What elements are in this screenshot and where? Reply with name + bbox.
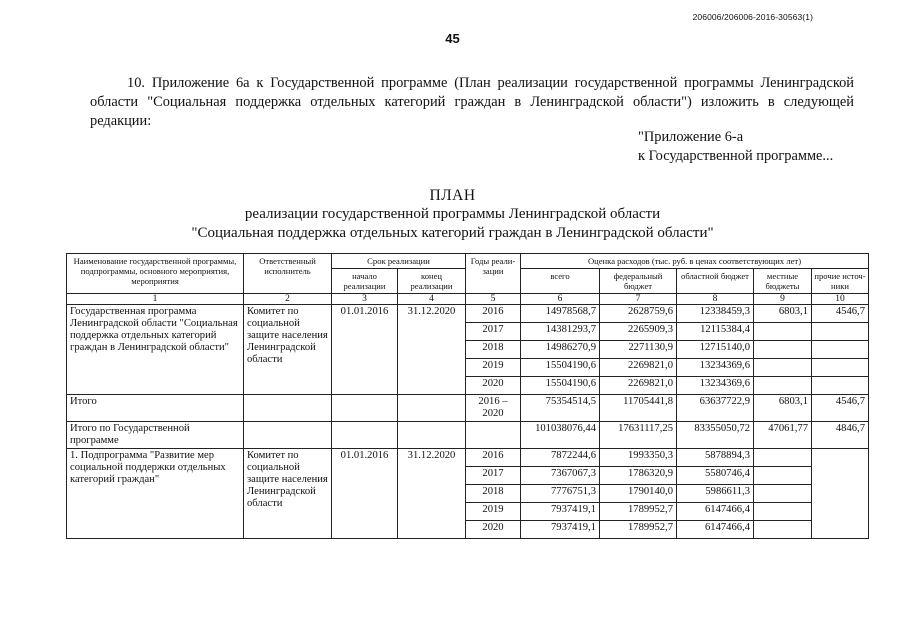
empty-cell [398, 395, 466, 422]
row-local [754, 377, 812, 395]
itogo-program-label: Итого по Государственной программе [67, 422, 244, 449]
itogo-program-other: 4846,7 [812, 422, 869, 449]
row-regional: 12715140,0 [677, 341, 754, 359]
row-local [754, 323, 812, 341]
itogo-program-regional: 83355050,72 [677, 422, 754, 449]
itogo-other: 4546,7 [812, 395, 869, 422]
row-other [812, 359, 869, 377]
itogo-program-local: 47061,77 [754, 422, 812, 449]
row-regional: 6147466,4 [677, 503, 754, 521]
row-year: 2017 [466, 467, 521, 485]
col-num: 10 [812, 294, 869, 305]
plan-table [66, 253, 869, 539]
row-other [812, 449, 869, 539]
row-local: 6803,1 [754, 305, 812, 323]
row-year: 2018 [466, 485, 521, 503]
col-num: 6 [521, 294, 600, 305]
row-year: 2020 [466, 377, 521, 395]
row-federal: 2628759,6 [600, 305, 677, 323]
subprogram-end: 31.12.2020 [398, 449, 466, 539]
row-year: 2019 [466, 503, 521, 521]
row-year: 2018 [466, 341, 521, 359]
row-local [754, 341, 812, 359]
header-name: Наименование государственной программы, подпрограммы, основного мероприятия, мероприятия [67, 254, 244, 294]
header-years: Годы реали-зации [466, 254, 521, 294]
program-name: Государственная программа Ленинградской области "Социальная поддержка отдельных категорий граждан в Ленинградской области" [67, 305, 244, 395]
empty-cell [244, 395, 332, 422]
row-regional: 12338459,3 [677, 305, 754, 323]
row-local [754, 467, 812, 485]
row-total: 7367067,3 [521, 467, 600, 485]
itogo-program-row [67, 422, 869, 449]
subprogram-name: 1. Подпрограмма "Развитие мер социальной поддержки отдельных категорий граждан" [67, 449, 244, 539]
program-end: 31.12.2020 [398, 305, 466, 395]
itogo-federal: 11705441,8 [600, 395, 677, 422]
appendix-reference [638, 128, 833, 166]
itogo-program-total: 101038076,44 [521, 422, 600, 449]
header-federal: федеральный бюджет [600, 269, 677, 294]
program-executor: Комитет по социальной защите населения Ленинградской области [244, 305, 332, 395]
row-total: 7872244,6 [521, 449, 600, 467]
itogo-total: 75354514,5 [521, 395, 600, 422]
col-num: 3 [332, 294, 398, 305]
itogo-program-federal: 17631117,25 [600, 422, 677, 449]
itogo-local: 6803,1 [754, 395, 812, 422]
table-row [67, 449, 869, 467]
row-local [754, 485, 812, 503]
col-num: 9 [754, 294, 812, 305]
row-total: 7776751,3 [521, 485, 600, 503]
row-federal: 1993350,3 [600, 449, 677, 467]
col-num: 7 [600, 294, 677, 305]
header-local: местные бюджеты [754, 269, 812, 294]
header-regional: областной бюджет [677, 269, 754, 294]
row-local [754, 359, 812, 377]
itogo-label: Итого [67, 395, 244, 422]
plan-title [0, 186, 905, 243]
row-other: 4546,7 [812, 305, 869, 323]
row-federal: 1789952,7 [600, 521, 677, 539]
empty-cell [244, 422, 332, 449]
row-federal: 2269821,0 [600, 377, 677, 395]
row-federal: 2269821,0 [600, 359, 677, 377]
row-local [754, 449, 812, 467]
program-start: 01.01.2016 [332, 305, 398, 395]
row-regional: 5986611,3 [677, 485, 754, 503]
appendix-line-1: "Приложение 6-а [638, 129, 744, 145]
header-other: прочие источ-ники [812, 269, 869, 294]
row-year: 2017 [466, 323, 521, 341]
header-period: Срок реализации [332, 254, 466, 269]
column-number-row [67, 294, 869, 305]
row-regional: 6147466,4 [677, 521, 754, 539]
col-num: 1 [67, 294, 244, 305]
header-costs: Оценка расходов (тыс. руб. в ценах соответствующих лет) [521, 254, 869, 269]
row-year: 2016 [466, 305, 521, 323]
document-id: 206006/206006-2016-30563(1) [692, 12, 813, 22]
row-federal: 1789952,7 [600, 503, 677, 521]
row-total: 14978568,7 [521, 305, 600, 323]
page-number: 45 [445, 31, 460, 46]
plan-title-subheading: реализации государственной программы Ленинградской области [244, 206, 661, 222]
row-other [812, 377, 869, 395]
row-federal: 2265909,3 [600, 323, 677, 341]
row-year: 2019 [466, 359, 521, 377]
row-total: 15504190,6 [521, 377, 600, 395]
row-regional: 5878894,3 [677, 449, 754, 467]
amendment-paragraph: 10. Приложение 6а к Государственной программе (План реализации государственной программы Ленинградской области "Социальная поддержка отдельных категорий граждан в Ленинградской области") изложить в следующей редакции: [90, 75, 854, 129]
row-regional: 12115384,4 [677, 323, 754, 341]
row-total: 7937419,1 [521, 521, 600, 539]
col-num: 2 [244, 294, 332, 305]
row-total: 15504190,6 [521, 359, 600, 377]
empty-cell [332, 395, 398, 422]
empty-cell [332, 422, 398, 449]
subprogram-executor: Комитет по социальной защите населения Ленинградской области [244, 449, 332, 539]
row-total: 14986270,9 [521, 341, 600, 359]
header-end: конец реализации [398, 269, 466, 294]
row-local [754, 521, 812, 539]
row-regional: 5580746,4 [677, 467, 754, 485]
col-num: 8 [677, 294, 754, 305]
row-year: 2020 [466, 521, 521, 539]
row-federal: 1790140,0 [600, 485, 677, 503]
table-row [67, 305, 869, 323]
row-total: 14381293,7 [521, 323, 600, 341]
row-federal: 1786320,9 [600, 467, 677, 485]
row-other [812, 323, 869, 341]
itogo-year: 2016 – 2020 [466, 395, 521, 422]
row-total: 7937419,1 [521, 503, 600, 521]
header-total: всего [521, 269, 600, 294]
subprogram-start: 01.01.2016 [332, 449, 398, 539]
itogo-regional: 63637722,9 [677, 395, 754, 422]
plan-title-program-name: "Социальная поддержка отдельных категорий граждан в Ленинградской области" [191, 225, 714, 241]
col-num: 4 [398, 294, 466, 305]
empty-cell [466, 422, 521, 449]
header-start: начало реализации [332, 269, 398, 294]
header-executor: Ответственный исполнитель [244, 254, 332, 294]
col-num: 5 [466, 294, 521, 305]
row-year: 2016 [466, 449, 521, 467]
itogo-row [67, 395, 869, 422]
row-federal: 2271130,9 [600, 341, 677, 359]
plan-title-heading: ПЛАН [429, 187, 476, 204]
table-header-row [67, 254, 869, 269]
row-regional: 13234369,6 [677, 359, 754, 377]
row-other [812, 341, 869, 359]
row-local [754, 503, 812, 521]
appendix-line-2: к Государственной программе... [638, 148, 834, 164]
empty-cell [398, 422, 466, 449]
row-regional: 13234369,6 [677, 377, 754, 395]
